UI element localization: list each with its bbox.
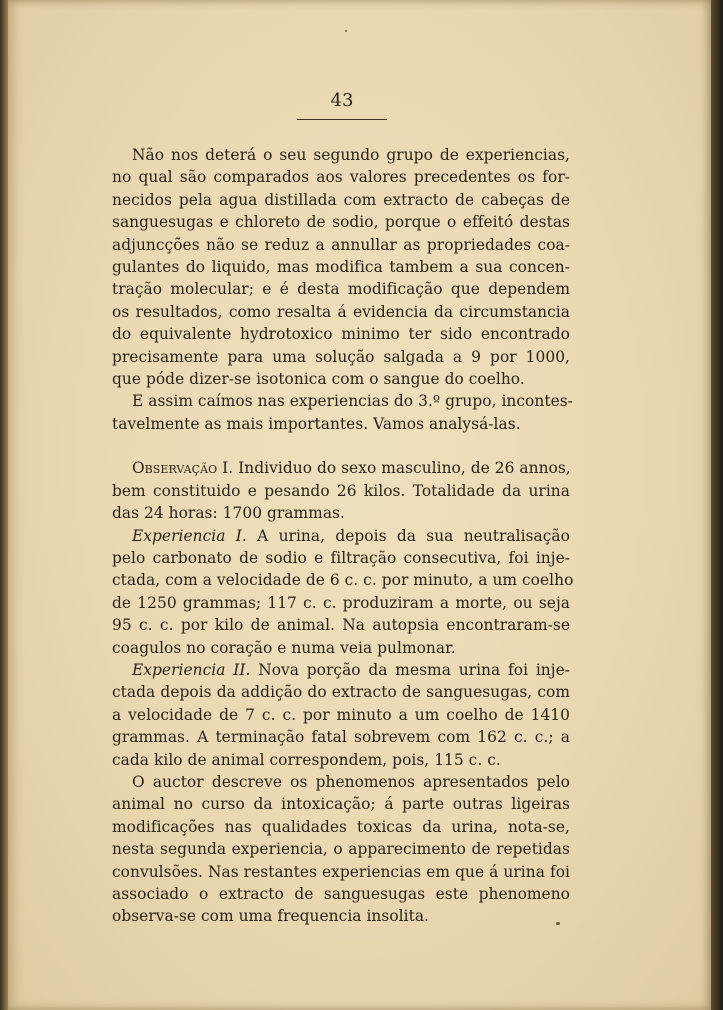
paragraph-gap bbox=[112, 435, 570, 457]
book-gutter bbox=[0, 0, 8, 1010]
experiment-heading-line bbox=[112, 525, 570, 547]
text-line: no qual são comparados aos valores precedentes os for- bbox=[112, 168, 570, 187]
text-line: tração molecular; e é desta modificação que dependem bbox=[112, 280, 570, 299]
text-run: Nova porção da mesma urina foi inje- bbox=[250, 660, 570, 679]
text-line: O auctor descreve os phenomenos apresentados pelo bbox=[132, 772, 570, 791]
text-line: de 1250 grammas; 117 c. c. produziram a morte, ou seja bbox=[112, 593, 570, 612]
text-line: nesta segunda experiencia, o apparecimento de repetidas bbox=[112, 840, 570, 859]
text-line: que póde dizer-se isotonica com o sangue do coelho. bbox=[112, 370, 525, 389]
page-number: 43 bbox=[330, 90, 354, 111]
text-line: observa-se com uma frequencia insolita. bbox=[112, 907, 429, 926]
text-line: 95 c. c. por kilo de animal. Na autopsia encontraram-se bbox=[112, 616, 570, 635]
experiment-1-heading: Experiencia I. bbox=[132, 526, 247, 545]
text-line: ctada, com a velocidade de 6 c. c. por minuto, a um coelho bbox=[112, 571, 574, 590]
text-line: os resultados, como resalta á evidencia da circumstancia bbox=[112, 302, 570, 321]
text-line: coagulos no coração e numa veia pulmonar. bbox=[112, 638, 456, 657]
text-run: Individuo do sexo masculino, de 26 annos, bbox=[233, 459, 571, 478]
text-line: pelo carbonato de sodio e filtração consecutiva, foi inje- bbox=[112, 548, 570, 567]
paper-speck bbox=[556, 922, 560, 925]
text-line: E assim caímos nas experiencias do 3.º grupo, incontes- bbox=[132, 392, 573, 411]
text-line: do equivalente hydrotoxico minimo ter sido encontrado bbox=[112, 325, 570, 344]
text-line: precisamente para uma solução salgada a 9 por 1000, bbox=[112, 347, 570, 366]
text-run: A urina, depois da sua neutralisação bbox=[246, 526, 570, 545]
page-edge-shadow bbox=[711, 0, 723, 1010]
text-line: das 24 horas: 1700 grammas. bbox=[112, 504, 345, 523]
text-line: adjuncções não se reduz a annullar as propriedades coa- bbox=[112, 235, 570, 254]
text-line: associado o extracto de sanguesugas este phenomeno bbox=[112, 885, 570, 903]
text-line: sanguesugas e chloreto de sodio, porque o effeitó destas bbox=[112, 213, 570, 232]
text-line: necidos pela agua distillada com extracto de cabeças de bbox=[112, 190, 570, 209]
paper-speck bbox=[345, 30, 347, 32]
text-line: grammas. A terminação fatal sobrevem com 162 c. c.; a bbox=[112, 728, 570, 747]
text-line: cada kilo de animal correspondem, pois, 115 c. c. bbox=[112, 750, 501, 769]
text-line: Não nos deterá o seu segundo grupo de experiencias, bbox=[132, 146, 570, 164]
experiment-2-heading: Experiencia II. bbox=[132, 660, 251, 679]
text-line: bem constituido e pesando 26 kilos. Totalidade da urina bbox=[112, 481, 570, 500]
text-line: modificações nas qualidades toxicas da urina, nota-se, bbox=[112, 817, 570, 836]
text-line: gulantes do liquido, mas modifica tambem a sua concen- bbox=[112, 258, 570, 277]
body-text bbox=[112, 144, 574, 928]
text-line: tavelmente as mais importantes. Vamos analysá-las. bbox=[112, 414, 521, 433]
text-line: ctada depois da addição do extracto de sanguesugas, com bbox=[112, 683, 570, 702]
text-line: animal no curso da intoxicação; á parte outras ligeiras bbox=[112, 795, 570, 814]
observation-heading: Observação I. bbox=[132, 459, 234, 478]
experiment-heading-line bbox=[112, 659, 570, 681]
text-line: convulsões. Nas restantes experiencias em que á urina foi bbox=[112, 862, 570, 881]
page-number-rule bbox=[297, 119, 387, 120]
observation-heading-line bbox=[112, 457, 570, 479]
text-line: a velocidade de 7 c. c. por minuto a um coelho de 1410 bbox=[112, 705, 570, 724]
